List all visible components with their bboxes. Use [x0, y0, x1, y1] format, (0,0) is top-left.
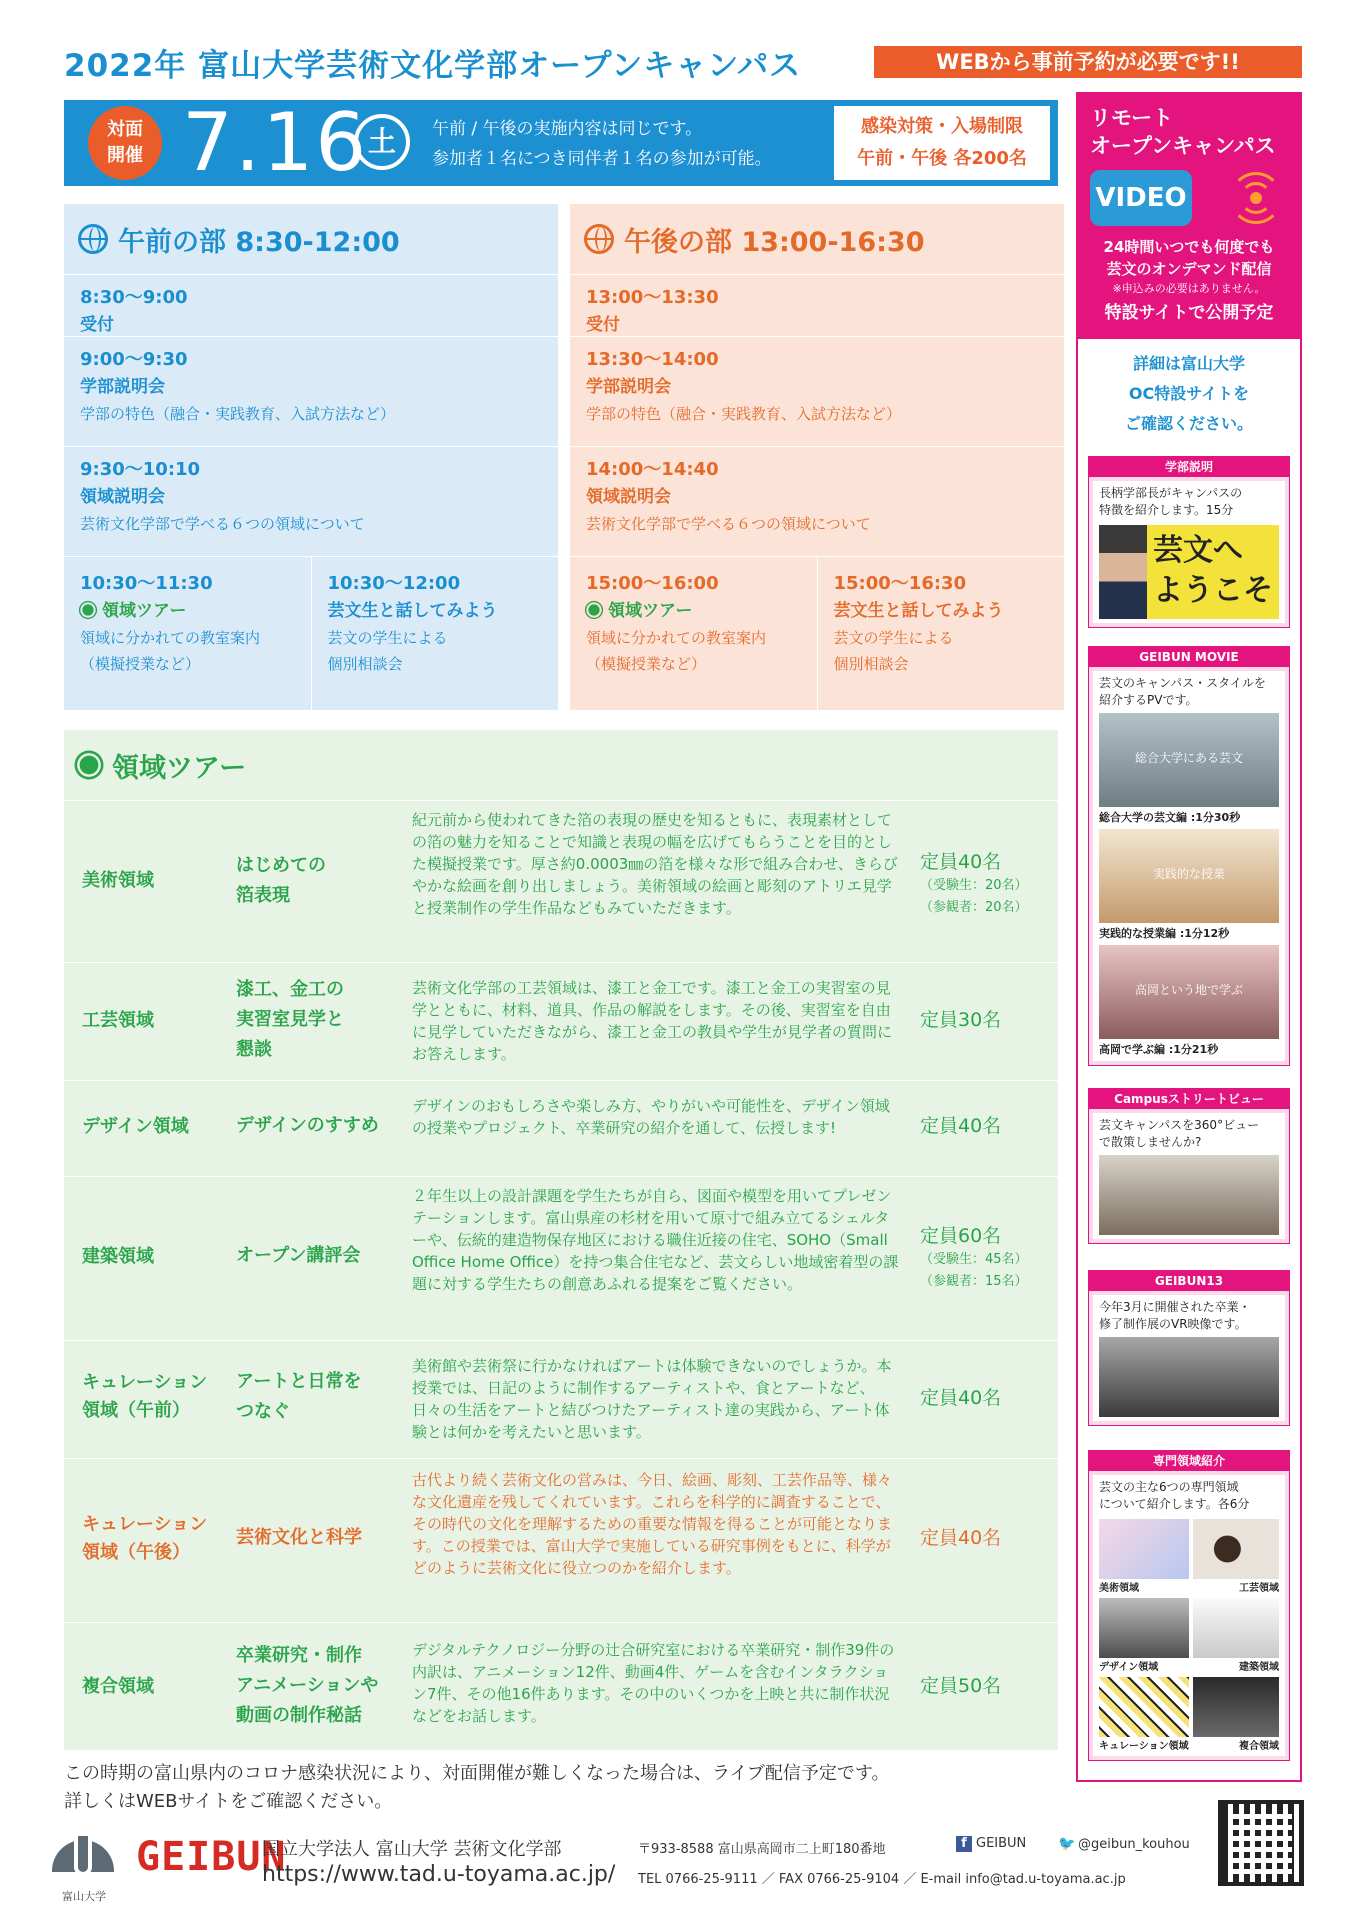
card-header: 専門領域紹介 [1089, 1451, 1289, 1471]
afternoon-slot-tour [570, 557, 817, 710]
thumbnail-label: 総合大学にある芸文 [1134, 751, 1243, 765]
row-desc: デザインのおもしろさや楽しみ方、やりがいや可能性を、デザイン領域の授業やプロジェクト、卒業研究の紹介を通して、伝授します! [412, 1097, 890, 1137]
field-thumb [1193, 1677, 1279, 1737]
tour-label-text: 領域ツアー [608, 601, 693, 621]
limit-line1: 感染対策・入場制限 [861, 116, 1023, 137]
field-thumb-label: 建築領域 [1239, 1662, 1279, 1673]
slot-time: 15:00〜16:00 [586, 573, 719, 594]
card-text: 芸文キャンパスを360°ビュー [1099, 1118, 1260, 1132]
table-row-architecture [64, 1176, 1058, 1340]
afternoon-session [570, 204, 1064, 710]
postal-address: 〒933-8588 富山県高岡市二上町180番地 [638, 1842, 886, 1857]
field-video-design[interactable] [1099, 1598, 1189, 1673]
field-thumb-label: キュレーション領域 [1099, 1741, 1189, 1752]
slot-time: 13:00〜13:30 [586, 287, 719, 308]
row-field: 美術領域 [82, 870, 154, 891]
banner-note-2: 参加者１名につき同伴者１名の参加が可能。 [432, 149, 772, 169]
contact-info: TEL 0766-25-9111 ／ FAX 0766-25-9104 ／ E-mail info@tad.u-toyama.ac.jp [638, 1872, 1126, 1887]
slot-label: 芸文生と話してみよう [327, 601, 498, 621]
row-program: 芸術文化と科学 [236, 1527, 362, 1548]
morning-title-text: 午前の部 8:30-12:00 [118, 226, 400, 258]
university-logo [48, 1832, 118, 1882]
card-text: について紹介します。各6分 [1099, 1497, 1250, 1511]
card-header: GEIBUN13 [1089, 1271, 1289, 1291]
slot-time: 8:30〜9:00 [80, 287, 188, 308]
globe-icon [78, 224, 108, 254]
movie-thumbnail-3[interactable] [1099, 945, 1279, 1039]
qr-code-icon[interactable] [1218, 1800, 1304, 1886]
slot-time: 9:30〜10:10 [80, 459, 201, 480]
tour-table-title [64, 730, 1058, 800]
card-text: 芸文のキャンパス・スタイルを [1099, 676, 1266, 690]
capacity-text: 定員60名 [920, 1225, 1002, 1247]
thumbnail-caption: 実践的な授業編 :1分12秒 [1099, 927, 1230, 940]
dean-photo [1099, 525, 1147, 619]
capacity-text: 定員50名 [920, 1675, 1002, 1697]
event-weekday: 土 [354, 114, 410, 170]
card-text: 修了制作展のVR映像です。 [1099, 1317, 1247, 1331]
afternoon-session-title [570, 204, 1064, 274]
slot-desc: 領域に分かれての教室案内 [586, 629, 767, 647]
afternoon-slot-reception [570, 274, 1064, 336]
slot-time: 13:30〜14:00 [586, 349, 719, 370]
remote-msg-2: 芸文のオンデマンド配信 [1106, 260, 1272, 278]
facebook-text: GEIBUN [976, 1836, 1027, 1851]
card-body [1093, 671, 1285, 1061]
remote-small-note: ※申込みの必要はありません。 [1112, 282, 1266, 295]
remote-publish: 特設サイトで公開予定 [1104, 303, 1274, 323]
slot-desc: 学部の特色（融合・実践教育、入試方法など） [80, 405, 396, 423]
slot-desc: 芸術文化学部で学べる６つの領域について [586, 515, 871, 533]
card-geibun-movie[interactable] [1088, 646, 1290, 1066]
welcome-thumbnail [1099, 525, 1279, 619]
card-body [1093, 1295, 1285, 1421]
card-text: 芸文の主な6つの専門領域 [1099, 1480, 1239, 1494]
street-view-thumbnail[interactable] [1099, 1155, 1279, 1235]
morning-slot-parallel [64, 556, 558, 710]
capacity-sub: （受験生：45名） [920, 1252, 1028, 1267]
slot-time: 10:30〜11:30 [80, 573, 213, 594]
vr-thumbnail[interactable] [1099, 1337, 1279, 1417]
card-text: 長柄学部長がキャンパスの [1099, 486, 1243, 500]
info-line1: 詳細は富山大学 [1132, 354, 1245, 373]
table-row-fine-art [64, 800, 1058, 962]
row-field: 複合領域 [82, 1676, 154, 1697]
row-capacity [920, 849, 1028, 919]
row-capacity [920, 1525, 1001, 1551]
tour-title-text: 領域ツアー [112, 752, 247, 784]
morning-slot-faculty-briefing [64, 336, 558, 446]
badge-line2: 開催 [107, 145, 143, 166]
card-field-intro[interactable] [1088, 1450, 1290, 1761]
capacity-limit-box [834, 106, 1050, 180]
thumbnail-caption: 総合大学の芸文編 :1分30秒 [1099, 811, 1241, 824]
info-line3: ご確認ください。 [1124, 414, 1253, 433]
broadcast-icon [1226, 170, 1286, 226]
logo-u [74, 1836, 92, 1876]
morning-session-title [64, 204, 558, 274]
row-program: はじめての 箔表現 [236, 855, 326, 906]
afternoon-slot-faculty-briefing [570, 336, 1064, 446]
afternoon-title-text: 午後の部 13:00-16:30 [624, 226, 925, 258]
card-body [1093, 1475, 1285, 1756]
slot-desc: 個別相談会 [327, 655, 403, 673]
slot-desc: （模擬授業など） [586, 655, 707, 673]
card-body [1093, 481, 1285, 623]
card-body [1093, 1113, 1285, 1239]
banner-note-1: 午前 / 午後の実施内容は同じです。 [432, 119, 703, 139]
row-capacity [920, 1007, 1001, 1033]
welcome-line1: 芸文へ [1153, 533, 1243, 568]
row-program: アートと日常を つなぐ [236, 1371, 362, 1422]
field-thumb-label: 複合領域 [1239, 1741, 1279, 1752]
remote-title-2: オープンキャンパス [1090, 134, 1276, 158]
row-field: キュレーション 領域（午後） [82, 1514, 208, 1563]
slot-time: 14:00〜14:40 [586, 459, 719, 480]
table-row-crafts [64, 962, 1058, 1080]
oc-site-info [1078, 339, 1300, 449]
covid-note-line1: この時期の富山県内のコロナ感染状況により、対面開催が難しくなった場合は、ライブ配信予定です。 [64, 1763, 890, 1784]
reservation-notice: WEBから事前予約が必要です!! [874, 46, 1302, 78]
field-video-curation[interactable] [1099, 1677, 1189, 1752]
row-field: デザイン領域 [82, 1116, 189, 1137]
afternoon-slot-field-briefing [570, 446, 1064, 556]
row-desc: ２年生以上の設計課題を学生たちが自ら、図面や模型を用いてプレゼンテーションします。富山県産の杉材を用いて原寸で組み立てるシェルターや、伝統的建造物保存地区における職住近接の住宅、SOHO（Small Office Home Office）を持つ集合住宅など、芸文らしい地域密着型の課題に対する学生たちの創意あふれる提案をご覧ください。 [412, 1187, 899, 1293]
capacity-sub: （参観者：20名） [920, 900, 1028, 915]
slot-label [80, 597, 295, 625]
burst-icon [80, 756, 99, 775]
geibun-logo: GEIBUN [136, 1834, 287, 1880]
slot-desc: 個別相談会 [833, 655, 909, 673]
row-desc: 芸術文化学部の工芸領域は、漆工と金工です。漆工と金工の実習室の見学とともに、材料、道具、作品の解説をします。その後、実習室を自由に見学していただきながら、漆工と金工の教員や学生が見学者の質問にお答えします。 [412, 979, 893, 1063]
capacity-text: 定員40名 [920, 851, 1002, 873]
row-field: 工芸領域 [82, 1010, 154, 1031]
table-row-complex [64, 1622, 1058, 1750]
website-link[interactable]: https://www.tad.u-toyama.ac.jp/ [262, 1862, 616, 1887]
facebook-icon: f [956, 1836, 972, 1852]
field-video-architecture[interactable] [1193, 1598, 1279, 1673]
slot-desc: 芸術文化学部で学べる６つの領域について [80, 515, 365, 533]
table-row-design [64, 1080, 1058, 1176]
row-program: オープン講評会 [236, 1245, 361, 1266]
card-geibun13[interactable] [1088, 1270, 1290, 1426]
morning-slot-field-briefing [64, 446, 558, 556]
movie-thumbnail-2[interactable] [1099, 829, 1279, 923]
date-banner [64, 96, 1058, 189]
row-desc: 美術館や芸術祭に行かなければアートは体験できないのでしょうか。本授業では、日記のように制作するアーティストや、食とアートなど、日々の生活をアートと結びつけたアーティスト達の実践から、アート体験とは何かを考えたいと思います。 [412, 1357, 892, 1441]
capacity-text: 定員30名 [920, 1009, 1002, 1031]
table-row-curation-pm [64, 1458, 1058, 1622]
slot-label: 受付 [80, 315, 114, 335]
row-desc: 古代より続く芸術文化の営みは、今日、絵画、彫刻、工芸作品等、様々な文化遺産を残してくれています。これらを科学的に調査することで、その時代の文化を理解するための重要な情報を得ることが可能となります。この授業では、富山大学で実施している研究事例をもとに、科学がどのように芸術文化に役立つのかを紹介します。 [412, 1471, 893, 1577]
slot-label: 受付 [586, 315, 620, 335]
card-street-view[interactable] [1088, 1088, 1290, 1244]
twitter-text: @geibun_kouhou [1078, 1837, 1190, 1852]
tour-label-text: 領域ツアー [102, 601, 187, 621]
field-thumb [1193, 1519, 1279, 1579]
welcome-line2: ようこそ [1153, 573, 1273, 608]
capacity-sub: （受験生：20名） [920, 878, 1028, 893]
capacity-text: 定員40名 [920, 1387, 1002, 1409]
field-thumb [1099, 1598, 1189, 1658]
slot-time: 10:30〜12:00 [327, 573, 461, 594]
card-text: 今年3月に開催された卒業・ [1099, 1300, 1251, 1314]
afternoon-slot-parallel [570, 556, 1064, 710]
slot-label: 芸文生と話してみよう [833, 601, 1004, 621]
slot-desc: 学部の特色（融合・実践教育、入試方法など） [586, 405, 902, 423]
field-thumb-label: 美術領域 [1099, 1583, 1139, 1594]
twitter-icon: 🐦 [1058, 1836, 1076, 1852]
row-capacity [920, 1673, 1001, 1699]
covid-note-line2: 詳しくはWEBサイトをご確認ください。 [64, 1791, 393, 1812]
card-text: で散策しませんか? [1099, 1135, 1202, 1149]
globe-icon [584, 224, 614, 254]
card-header: GEIBUN MOVIE [1089, 647, 1289, 667]
field-thumb [1099, 1519, 1189, 1579]
burst-icon [588, 604, 599, 615]
page-title: 2022年 富山大学芸術文化学部オープンキャンパス [64, 48, 802, 84]
badge-line1: 対面 [107, 119, 143, 140]
remote-title-1: リモート [1090, 106, 1174, 130]
field-thumb [1193, 1598, 1279, 1658]
burst-icon [82, 604, 93, 615]
covid-note [64, 1760, 889, 1816]
morning-slot-student-talk [311, 557, 559, 710]
row-desc: 紀元前から使われてきた箔の表現の歴史を知るともに、表現素材としての箔の魅力を知ることで知識と表現の幅を広げてもらうことを目的とした模擬授業です。厚さ約0.0003㎜の箔を様々な形で組み合わせ、きらびやかな絵画を創り出しましょう。美術領域の絵画と彫刻のアトリエ見学と授業制作の学生作品などもみていただきます。 [412, 811, 898, 917]
morning-slot-tour [64, 557, 311, 710]
slot-desc: （模擬授業など） [80, 655, 201, 673]
movie-thumbnail-1[interactable] [1099, 713, 1279, 807]
morning-slot-reception [64, 274, 558, 336]
thumbnail-label: 実践的な授業 [1152, 867, 1225, 881]
field-thumb-label: デザイン領域 [1099, 1662, 1159, 1673]
remote-open-campus-panel [1076, 92, 1302, 1782]
row-capacity [920, 1385, 1001, 1411]
remote-header [1078, 94, 1300, 339]
row-field: 建築領域 [82, 1246, 154, 1267]
remote-msg-1: 24時間いつでも何度でも [1103, 238, 1275, 256]
capacity-sub: （参観者：15名） [920, 1274, 1028, 1289]
capacity-text: 定員40名 [920, 1527, 1002, 1549]
row-program: 漆工、金工の 実習室見学と 懇談 [236, 979, 344, 1060]
field-video-complex[interactable] [1193, 1677, 1279, 1752]
card-header: 学部説明 [1089, 457, 1289, 477]
organization-name: 国立大学法人 富山大学 芸術文化学部 [262, 1839, 562, 1860]
in-person-badge [88, 106, 162, 180]
slot-time: 15:00〜16:30 [833, 573, 967, 594]
slot-desc: 芸文の学生による [327, 629, 448, 647]
field-tour-table [64, 730, 1058, 1750]
row-program: デザインのすすめ [236, 1115, 379, 1136]
slot-label: 領域説明会 [80, 487, 165, 507]
afternoon-slot-student-talk [817, 557, 1065, 710]
card-text: 特徴を紹介します。15分 [1099, 503, 1234, 517]
thumbnail-label: 高岡という地で学ぶ [1134, 983, 1243, 997]
event-date: 7.16 [182, 96, 369, 189]
card-header: Campusストリートビュー [1089, 1089, 1289, 1109]
field-thumb-label: 工芸領域 [1239, 1583, 1279, 1594]
info-line2: OC特設サイトを [1128, 384, 1250, 403]
row-capacity [920, 1223, 1028, 1293]
slot-desc: 芸文の学生による [833, 629, 954, 647]
banner-notes [432, 114, 772, 174]
welcome-text [1147, 525, 1279, 619]
row-program: 卒業研究・制作 アニメーションや 動画の制作秘話 [236, 1645, 379, 1726]
row-desc: デジタルテクノロジー分野の辻合研究室における卒業研究・制作39件の内訳は、アニメーション12件、動画4件、ゲームを含むインタラクション7件、その他16件あります。その中のいくつかを上映と共に制作状況などをお話します。 [412, 1641, 895, 1725]
slot-label: 学部説明会 [80, 377, 165, 397]
slot-desc: 領域に分かれての教室案内 [80, 629, 261, 647]
table-row-curation-am [64, 1340, 1058, 1458]
row-capacity [920, 1113, 1001, 1139]
facebook-link[interactable] [956, 1836, 1026, 1852]
field-thumb [1099, 1677, 1189, 1737]
thumbnail-caption: 高岡で学ぶ編 :1分21秒 [1099, 1043, 1219, 1056]
slot-label: 領域説明会 [586, 487, 671, 507]
morning-session [64, 204, 558, 710]
slot-label: 学部説明会 [586, 377, 671, 397]
row-field: キュレーション 領域（午前） [82, 1372, 208, 1421]
field-video-crafts[interactable] [1193, 1519, 1279, 1594]
field-video-fine-art[interactable] [1099, 1519, 1189, 1594]
card-faculty-video[interactable] [1088, 456, 1290, 628]
university-logo-label: 富山大学 [62, 1890, 106, 1903]
slot-label [586, 597, 801, 625]
twitter-link[interactable] [1058, 1836, 1190, 1852]
video-badge: VIDEO [1090, 170, 1192, 226]
field-video-grid [1099, 1519, 1279, 1752]
slot-time: 9:00〜9:30 [80, 349, 188, 370]
limit-line2: 午前・午後 各200名 [857, 148, 1027, 169]
capacity-text: 定員40名 [920, 1115, 1002, 1137]
card-text: 紹介するPVです。 [1099, 693, 1198, 707]
